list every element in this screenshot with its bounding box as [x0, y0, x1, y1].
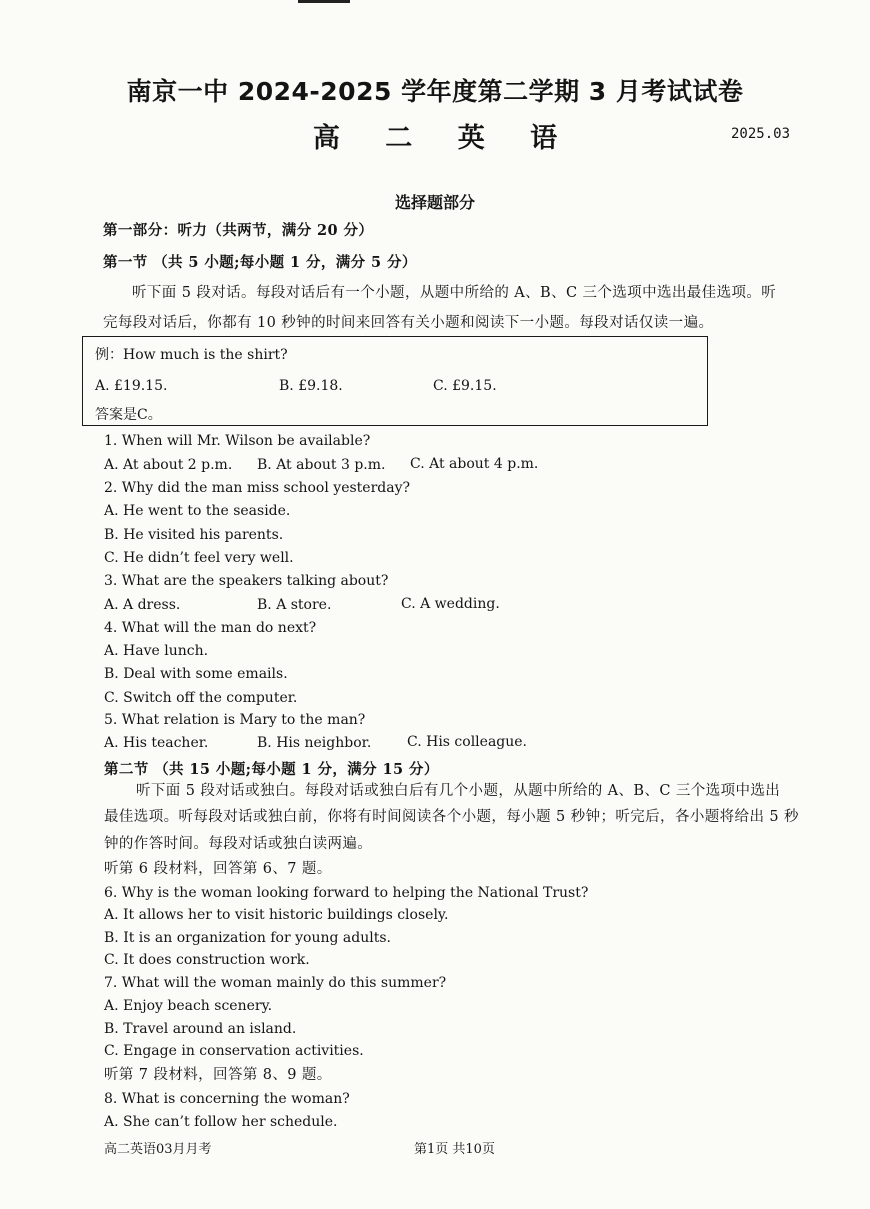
sec1-heading: 第一节 （共 5 小题;每小题 1 分，满分 5 分） — [103, 254, 417, 271]
example-box — [82, 336, 708, 426]
question-2: 2. Why did the man miss school yesterday? — [104, 480, 410, 496]
footer-exam-name: 高二英语03月月考 — [104, 1142, 212, 1157]
question-1-option-c: C. At about 4 p.m. — [410, 456, 539, 472]
question-1: 1. When will Mr. Wilson be available? — [104, 433, 371, 449]
exam-title: 南京一中 2024-2025 学年度第二学期 3 月考试试卷 — [126, 77, 744, 106]
example-answer: 答案是C。 — [95, 407, 162, 423]
question-6-option-c: C. It does construction work. — [104, 952, 310, 968]
question-5-option-a: A. His teacher. — [104, 735, 209, 751]
question-3-option-c: C. A wedding. — [401, 596, 500, 612]
question-4-option-b: B. Deal with some emails. — [104, 666, 288, 682]
question-2-option-a: A. He went to the seaside. — [104, 503, 291, 519]
question-6-option-a: A. It allows her to visit historic buildings closely. — [104, 907, 449, 923]
sec2-instructions-1: 听下面 5 段对话或独白。每段对话或独白后有几个小题，从题中所给的 A、B、C 三个选项中选出 — [136, 783, 781, 799]
example-option-c: C. £9.15. — [433, 378, 497, 394]
exam-date: 2025.03 — [731, 126, 791, 142]
question-5-option-c: C. His colleague. — [407, 734, 528, 750]
question-5-option-b: B. His neighbor. — [257, 735, 372, 751]
example-question: 例：How much is the shirt? — [95, 347, 288, 363]
question-1-option-a: A. At about 2 p.m. — [104, 457, 233, 473]
sec2-instructions-3: 钟的作答时间。每段对话或独白读两遍。 — [104, 836, 373, 852]
question-2-option-b: B. He visited his parents. — [104, 527, 284, 543]
sec1-instructions-2: 完每段对话后，你都有 10 秒钟的时间来回答有关小题和阅读下一小题。每段对话仅读一遍。 — [103, 315, 714, 331]
sec1-instructions-1: 听下面 5 段对话。每段对话后有一个小题，从题中所给的 A、B、C 三个选项中选出最佳选项。听 — [132, 285, 777, 301]
question-7: 7. What will the woman mainly do this summer? — [104, 975, 447, 991]
question-4-option-a: A. Have lunch. — [104, 643, 209, 659]
question-8-option-a: A. She can’t follow her schedule. — [104, 1114, 338, 1130]
question-5: 5. What relation is Mary to the man? — [104, 712, 366, 728]
example-option-b: B. £9.18. — [279, 378, 343, 394]
question-4-option-c: C. Switch off the computer. — [104, 690, 298, 706]
material-7-heading: 听第 7 段材料，回答第 8、9 题。 — [104, 1067, 332, 1083]
question-6: 6. Why is the woman looking forward to helping the National Trust? — [104, 885, 589, 901]
part1-heading: 第一部分：听力（共两节，满分 20 分） — [103, 222, 374, 239]
subject-title: 高 二 英 语 — [312, 123, 576, 154]
scan-mark — [298, 0, 350, 3]
footer-page-number: 第1页 共10页 — [414, 1142, 495, 1157]
sec2-instructions-2: 最佳选项。听每段对话或独白前，你将有时间阅读各个小题，每小题 5 秒钟；听完后，各小题将给出 5 秒 — [104, 809, 799, 825]
question-4: 4. What will the man do next? — [104, 620, 317, 636]
question-6-option-b: B. It is an organization for young adults. — [104, 930, 391, 946]
question-3-option-a: A. A dress. — [104, 597, 181, 613]
question-3: 3. What are the speakers talking about? — [104, 573, 389, 589]
question-2-option-c: C. He didn’t feel very well. — [104, 550, 294, 566]
question-7-option-a: A. Enjoy beach scenery. — [104, 998, 273, 1014]
question-7-option-c: C. Engage in conservation activities. — [104, 1043, 364, 1059]
section-title: 选择题部分 — [394, 193, 475, 212]
question-3-option-b: B. A store. — [257, 597, 332, 613]
question-1-option-b: B. At about 3 p.m. — [257, 457, 386, 473]
example-option-a: A. £19.15. — [95, 378, 168, 394]
material-6-heading: 听第 6 段材料，回答第 6、7 题。 — [104, 861, 332, 877]
sec2-heading: 第二节 （共 15 小题;每小题 1 分，满分 15 分） — [104, 761, 439, 778]
question-7-option-b: B. Travel around an island. — [104, 1021, 297, 1037]
question-8: 8. What is concerning the woman? — [104, 1091, 350, 1107]
